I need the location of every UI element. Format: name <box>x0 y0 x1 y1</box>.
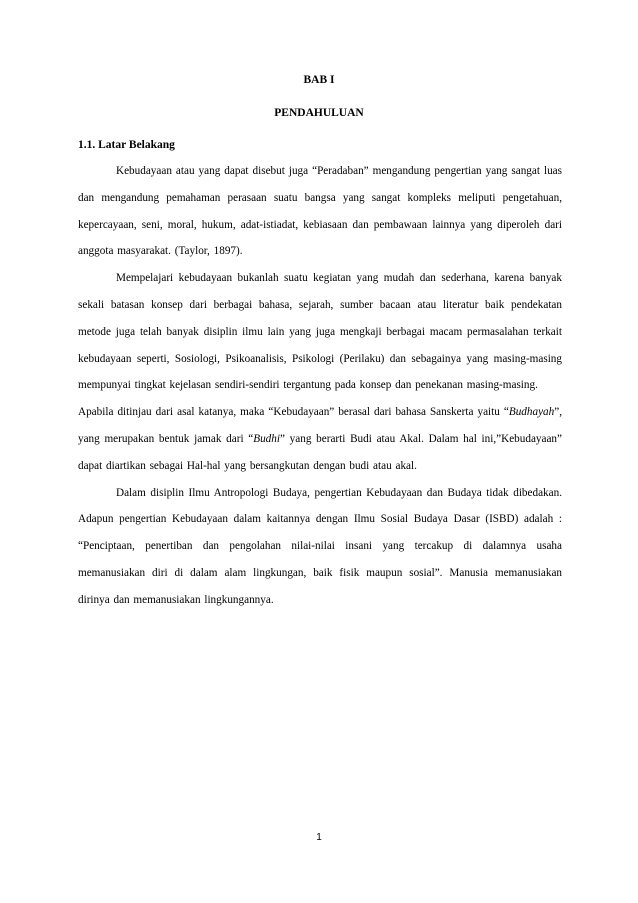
paragraph-4: Dalam disiplin Ilmu Antropologi Budaya, pengertian Kebudayaan dan Budaya tidak dibedakan. Adapun pengertian Kebudayaan dalam kaitannya dengan Ilmu Sosial Budaya Dasar (ISBD) adalah : “Penciptaan, penertiban dan pengolahan nilai-nilai insani yang tercakup di dalamnya usaha memanusiakan diri di dalam alam lingkungan, baik fisik maupun sosial”. Manusia memanusiakan dirinya dan memanusiakan lingkungannya. <box>78 486 562 606</box>
paragraph-3-text-c: ” yang berarti Budi atau Akal. Dalam hal ini,”Kebudayaan” dapat diartikan sebagai Hal-hal yang bersangkutan dengan budi atau akal. <box>78 432 562 472</box>
page-number: 1 <box>316 832 322 843</box>
paragraph-3-text-b: ”, yang merupakan bentuk jamak dari “ <box>78 406 562 445</box>
chapter-title: PENDAHULUAN <box>274 107 364 119</box>
term-budhi: Budhi <box>253 432 280 445</box>
paragraph-2: Mempelajari kebudayaan bukanlah suatu kegiatan yang mudah dan sederhana, karena banyak sekali batasan konsep dari berbagai bahasa, sejarah, sumber bacaan atau literatur baik pendekatan metode juga telah banyak disiplin ilmu lain yang juga mengkaji berbagai macam permasalahan terkait kebudayaan seperti, Sosiologi, Psikoanalisis, Psikologi (Perilaku) dan sebagainya yang masing-masing mempunyai tingkat kejelasan sendiri-sendiri tergantung pada konsep dan penekanan masing-masing. <box>78 272 562 392</box>
chapter-heading: BAB I <box>303 74 335 86</box>
section-title: 1.1. Latar Belakang <box>78 139 175 151</box>
body-text <box>78 158 562 614</box>
paragraph-3-text-a: Apabila ditinjau dari asal katanya, maka “Kebudayaan” berasal dari bahasa Sanskerta yaitu “ <box>78 406 509 419</box>
paragraph-3 <box>78 399 562 479</box>
paragraph-1: Kebudayaan atau yang dapat disebut juga “Peradaban” mengandung pengertian yang sangat luas dan mengandung pemahaman perasaan suatu bangsa yang sangat kompleks meliputi pengetahuan, kepercayaan, seni, moral, hukum, adat-istiadat, kebiasaan dan pembawaan lainnya yang diperoleh dari anggota masyarakat. (Taylor, 1897). <box>78 165 562 258</box>
term-budhayah: Budhayah <box>508 406 555 419</box>
